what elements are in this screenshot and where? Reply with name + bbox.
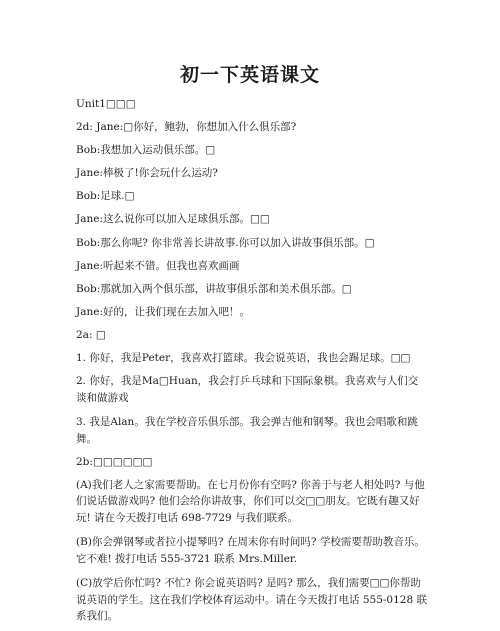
paragraph-dialogue-line: Jane:这么说你可以加入足球俱乐部。□□ bbox=[76, 213, 270, 226]
document-body bbox=[76, 96, 428, 631]
paragraph-dialogue-line: Jane:听起来不错。但我也喜欢画画 bbox=[76, 259, 240, 272]
paragraph-dialogue-line: Jane:棒极了!你会玩什么运动? bbox=[76, 167, 218, 180]
paragraph-dialogue-line: Bob:那就加入两个俱乐部，讲故事俱乐部和美术俱乐部。□ bbox=[76, 282, 352, 295]
paragraph-dialogue-line: Bob:那么你呢? 你非常善长讲故事.你可以加入讲故事俱乐部。□ bbox=[76, 236, 375, 249]
paragraph-dialogue-line: Bob:我想加入运动俱乐部。□ bbox=[76, 144, 216, 157]
paragraph-notice: (A)我们老人之家需要帮助。在七月份你有空吗? 你善于与老人相处吗? 与他们说话做游戏吗? 他们会给你讲故事，你们可以交□□朋友。它既有趣又好玩! 请在今天拨打电话 698-7729 与我们联系。 bbox=[76, 478, 425, 524]
paragraph-unit-heading: Unit1□□□ bbox=[76, 98, 136, 110]
paragraph-section-heading: 2b:□□□□□□ bbox=[76, 455, 153, 468]
paragraph-numbered-item: 1. 你好，我是Peter，我喜欢打篮球。我会说英语，我也会踢足球。□□ bbox=[76, 352, 411, 365]
paragraph-dialogue-line: 2d: Jane:□你好，鲍勃，你想加入什么俱乐部? bbox=[76, 121, 297, 134]
paragraph-numbered-item: 3. 我是Alan。我在学校音乐俱乐部。我会弹吉他和钢琴。我也会唱歌和跳舞。 bbox=[76, 416, 418, 445]
paragraph-dialogue-line: Jane:好的，让我们现在去加入吧！。 bbox=[76, 305, 250, 318]
paragraph-section-heading: 2a: □ bbox=[76, 328, 106, 341]
paragraph-notice: (B)你会弹钢琴或者拉小提琴吗? 在周末你有时间吗? 学校需要帮助教音乐。它不难! 拨打电话 555-3721 联系 Mrs.Miller. bbox=[76, 536, 425, 565]
paragraph-numbered-item: 2. 你好，我是Ma□Huan，我会打乒乓球和下国际象棋。我喜欢与人们交谈和做游戏 bbox=[76, 375, 419, 404]
paragraph-notice: (C)放学后你忙吗? 不忙? 你会说英语吗? 是吗? 那么，我们需要□□你帮助说英语的学生。这在我们学校体育运动中。请在今天拨打电话 555-0128 联系我们。 bbox=[76, 577, 427, 623]
document-title: 初一下英语课文 bbox=[179, 64, 320, 86]
paragraph-dialogue-line: Bob:足球.□ bbox=[76, 190, 135, 203]
